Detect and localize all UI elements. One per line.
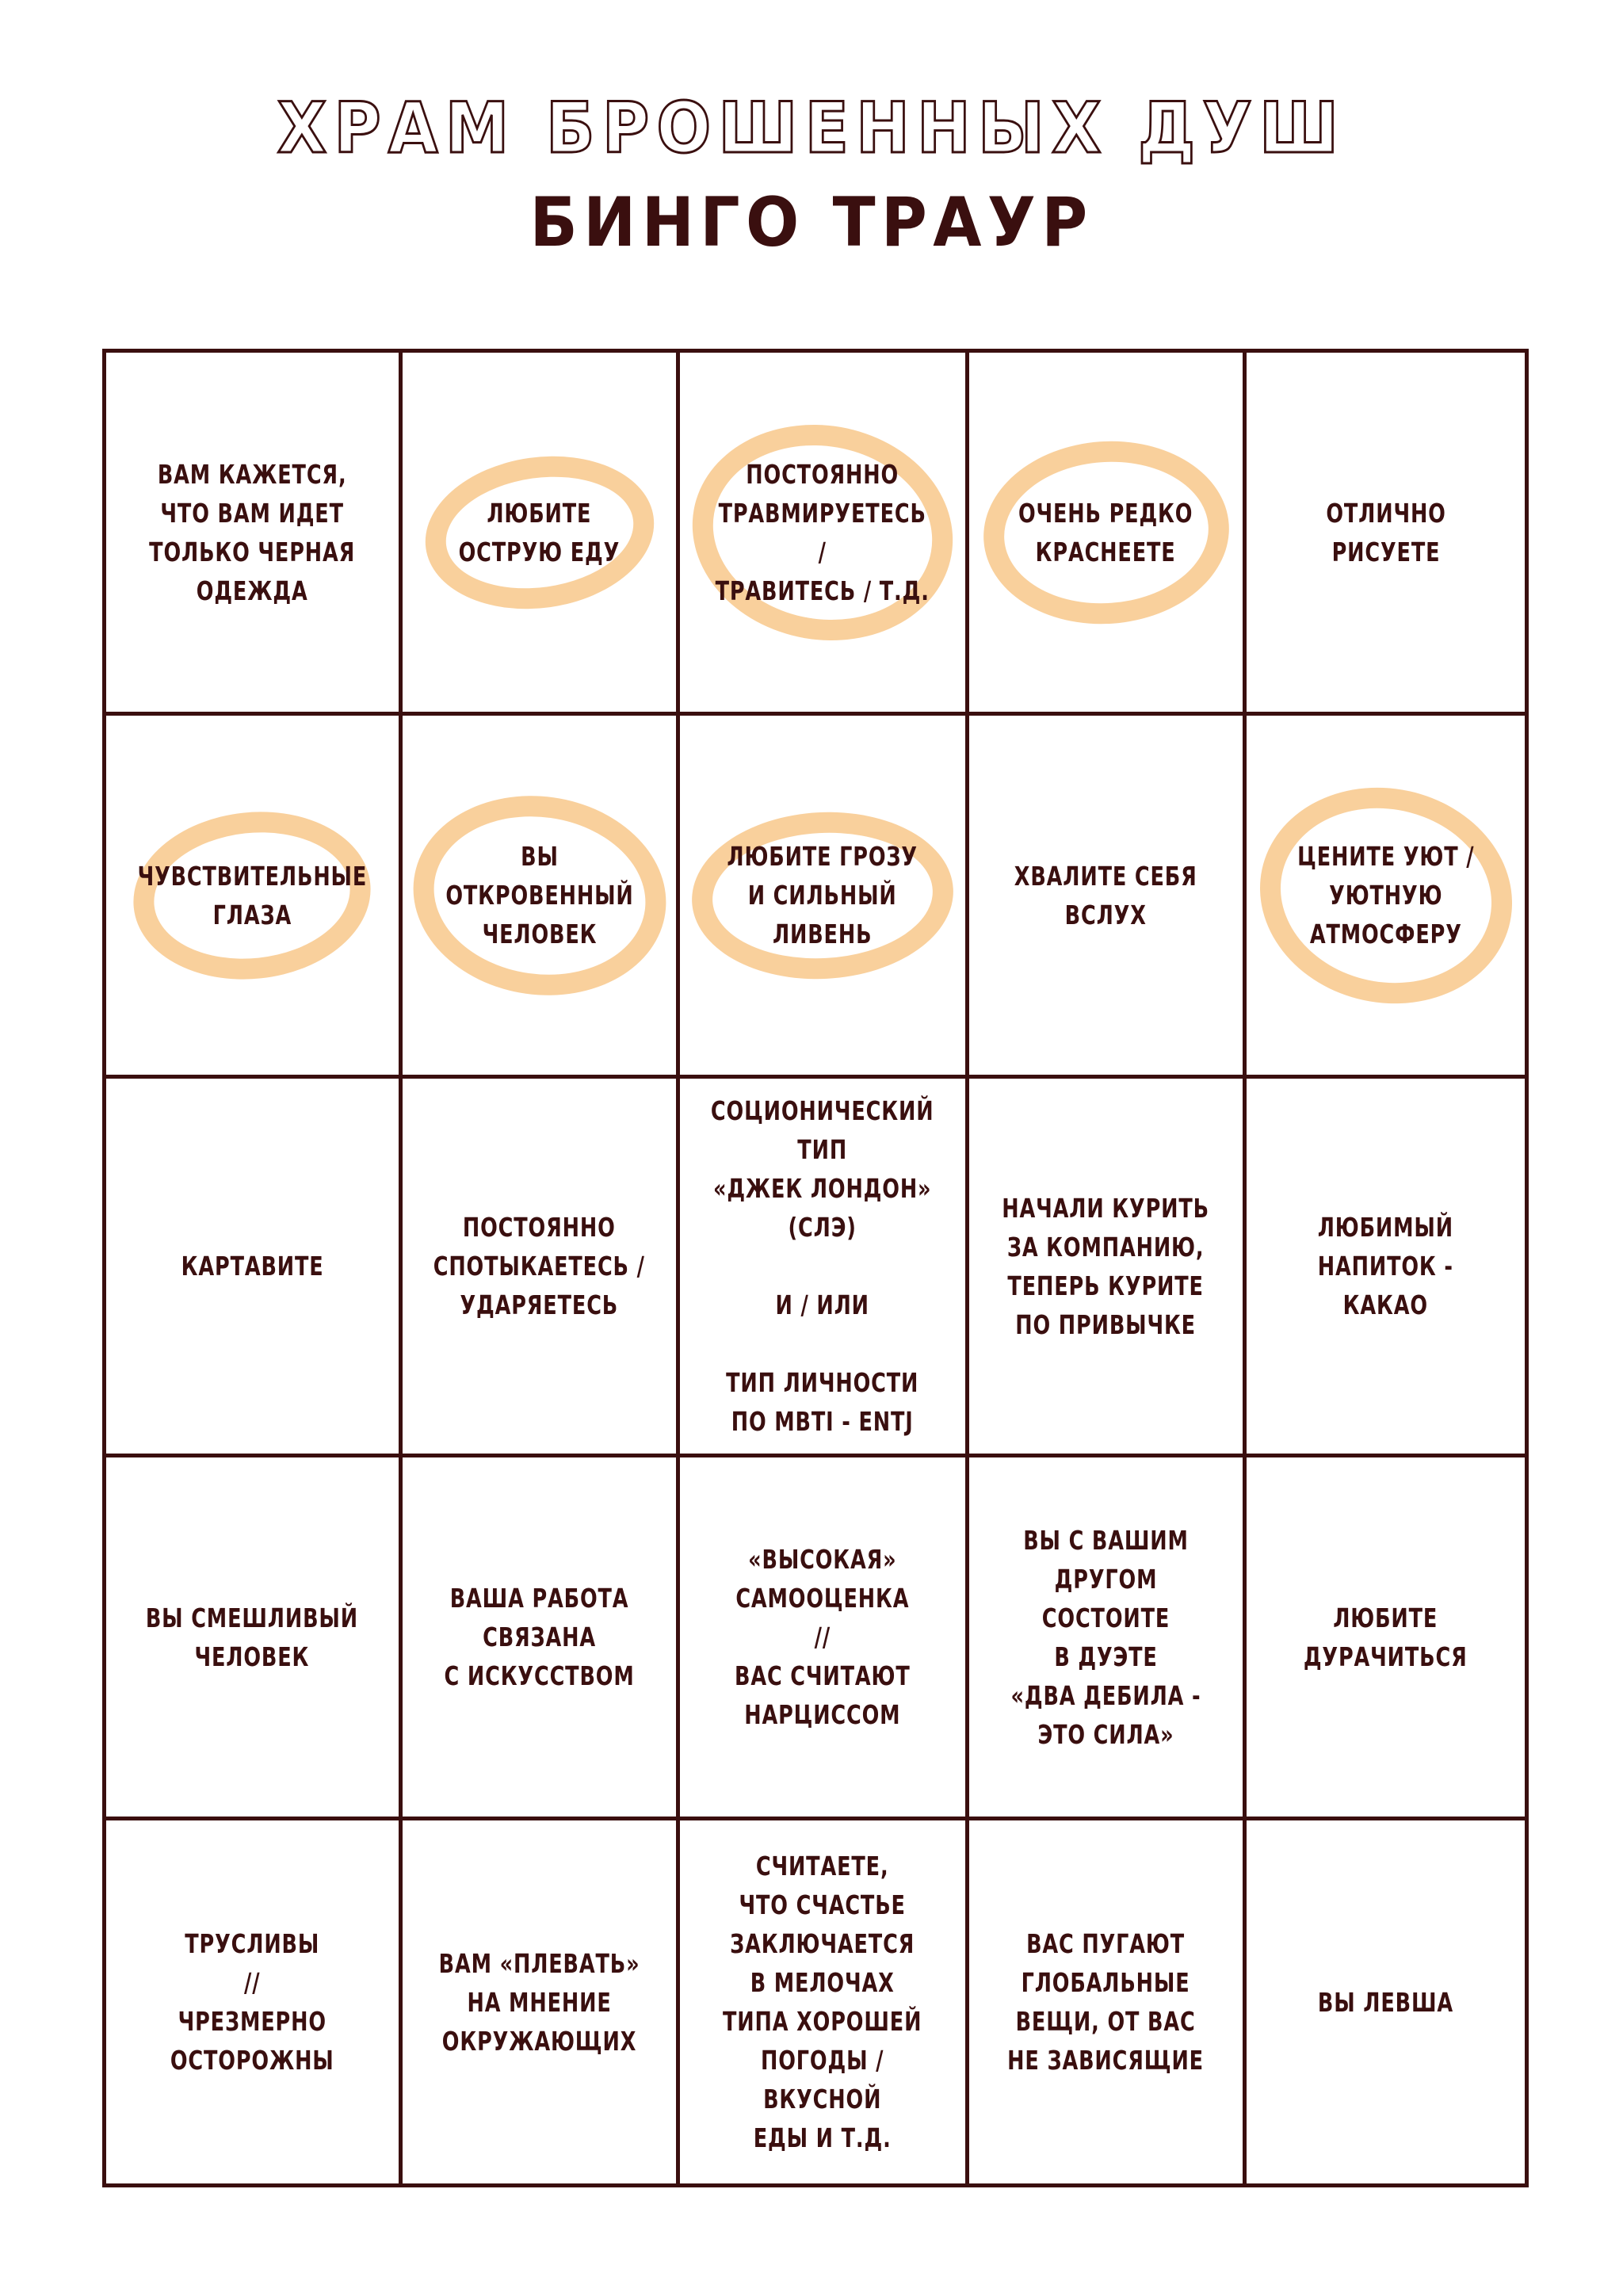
bingo-cell-text: ПОСТОЯННО СПОТЫКАЕТЕСЬ / УДАРЯЕТЕСЬ — [433, 1212, 646, 1320]
bingo-cell[interactable] — [969, 716, 1247, 1079]
bingo-cell-text: ЧУВСТВИТЕЛЬНЫЕ ГЛАЗА — [137, 860, 368, 930]
bingo-cell[interactable] — [1247, 1820, 1525, 2183]
bingo-cell[interactable] — [106, 353, 403, 716]
bingo-cell-text: ХВАЛИТЕ СЕБЯ ВСЛУХ — [1014, 860, 1197, 930]
bingo-cell[interactable] — [680, 353, 968, 716]
bingo-cell-text: ОТЛИЧНО РИСУЕТЕ — [1325, 497, 1446, 567]
bingo-cell-text: ВАША РАБОТА СВЯЗАНА С ИСКУССТВОМ — [444, 1583, 635, 1691]
page-title-outline: ХРАМ БРОШЕННЫХ ДУШ — [277, 87, 1346, 169]
bingo-cell-text: ВЫ ЛЕВША — [1318, 1986, 1454, 2018]
bingo-cell-text: ЛЮБИТЕ ДУРАЧИТЬСЯ — [1304, 1602, 1468, 1672]
bingo-cell[interactable] — [680, 1457, 968, 1820]
bingo-cell[interactable] — [969, 1079, 1247, 1457]
bingo-cell-text: ВЫ ОТКРОВЕННЫЙ ЧЕЛОВЕК — [445, 841, 634, 949]
bingo-cell-text: ВАС ПУГАЮТ ГЛОБАЛЬНЫЕ ВЕЩИ, ОТ ВАС НЕ ЗАВИСЯЩИЕ — [1007, 1928, 1205, 2076]
bingo-cell[interactable] — [1247, 716, 1525, 1079]
bingo-cell[interactable] — [680, 1079, 968, 1457]
bingo-cell-text: СЧИТАЕТЕ, ЧТО СЧАСТЬЕ ЗАКЛЮЧАЕТСЯ В МЕЛОЧАХ ТИПА ХОРОШЕЙ ПОГОДЫ / ВКУСНОЙ ЕДЫ И Т.Д. — [723, 1851, 922, 2153]
bingo-cell-text: СОЦИОНИЧЕСКИЙ ТИП «ДЖЕК ЛОНДОН» (СЛЭ) И / ИЛИ ТИП ЛИЧНОСТИ ПО MBTI - ENTJ — [711, 1095, 934, 1437]
bingo-cell-text: «ВЫСОКАЯ» САМООЦЕНКА // ВАС СЧИТАЮТ НАРЦИССОМ — [735, 1544, 911, 1730]
bingo-cell-text: ПОСТОЯННО ТРАВМИРУЕТЕСЬ / ТРАВИТЕСЬ / Т.Д. — [715, 458, 930, 606]
bingo-cell-text: ОЧЕНЬ РЕДКО КРАСНЕЕТЕ — [1018, 497, 1193, 567]
bingo-cell[interactable] — [403, 716, 681, 1079]
bingo-cell-text: ВАМ КАЖЕТСЯ, ЧТО ВАМ ИДЕТ ТОЛЬКО ЧЕРНАЯ ОДЕЖДА — [149, 458, 356, 606]
bingo-cell-text: ЛЮБИМЫЙ НАПИТОК - КАКАО — [1318, 1212, 1454, 1320]
bingo-cell-text: ВЫ СМЕШЛИВЫЙ ЧЕЛОВЕК — [146, 1602, 359, 1672]
bingo-cell[interactable] — [1247, 353, 1525, 716]
bingo-cell[interactable] — [403, 1079, 681, 1457]
bingo-grid — [102, 349, 1529, 2187]
bingo-cell[interactable] — [680, 716, 968, 1079]
bingo-cell[interactable] — [106, 1820, 403, 2183]
bingo-cell-text: ВЫ С ВАШИМ ДРУГОМ СОСТОИТЕ В ДУЭТЕ «ДВА ДЕБИЛА - ЭТО СИЛА» — [1010, 1524, 1201, 1750]
bingo-cell[interactable] — [106, 716, 403, 1079]
bingo-cell-text: ЛЮБИТЕ ГРОЗУ И СИЛЬНЫЙ ЛИВЕНЬ — [727, 841, 918, 949]
bingo-cell[interactable] — [969, 1457, 1247, 1820]
bingo-cell[interactable] — [403, 1820, 681, 2183]
bingo-cell-text: ТРУСЛИВЫ // ЧРЕЗМЕРНО ОСТОРОЖНЫ — [170, 1928, 334, 2076]
bingo-cell[interactable] — [969, 1820, 1247, 2183]
bingo-cell[interactable] — [403, 1457, 681, 1820]
page-title: БИНГО ТРАУР — [529, 183, 1094, 262]
bingo-cell[interactable] — [403, 353, 681, 716]
bingo-cell[interactable] — [1247, 1457, 1525, 1820]
bingo-cell[interactable] — [680, 1820, 968, 2183]
bingo-cell[interactable] — [106, 1457, 403, 1820]
bingo-cell-text: ВАМ «ПЛЕВАТЬ» НА МНЕНИЕ ОКРУЖАЮЩИХ — [438, 1947, 640, 2057]
bingo-cell-text: ЛЮБИТЕ ОСТРУЮ ЕДУ — [458, 497, 621, 567]
bingo-cell-text: НАЧАЛИ КУРИТЬ ЗА КОМПАНИЮ, ТЕПЕРЬ КУРИТЕ ПО ПРИВЫЧКЕ — [1002, 1192, 1210, 1340]
bingo-cell[interactable] — [1247, 1079, 1525, 1457]
bingo-cell[interactable] — [969, 353, 1247, 716]
bingo-cell[interactable] — [106, 1079, 403, 1457]
bingo-cell-text: ЦЕНИТЕ УЮТ / УЮТНУЮ АТМОСФЕРУ — [1297, 841, 1475, 949]
bingo-cell-text: КАРТАВИТЕ — [181, 1251, 324, 1282]
